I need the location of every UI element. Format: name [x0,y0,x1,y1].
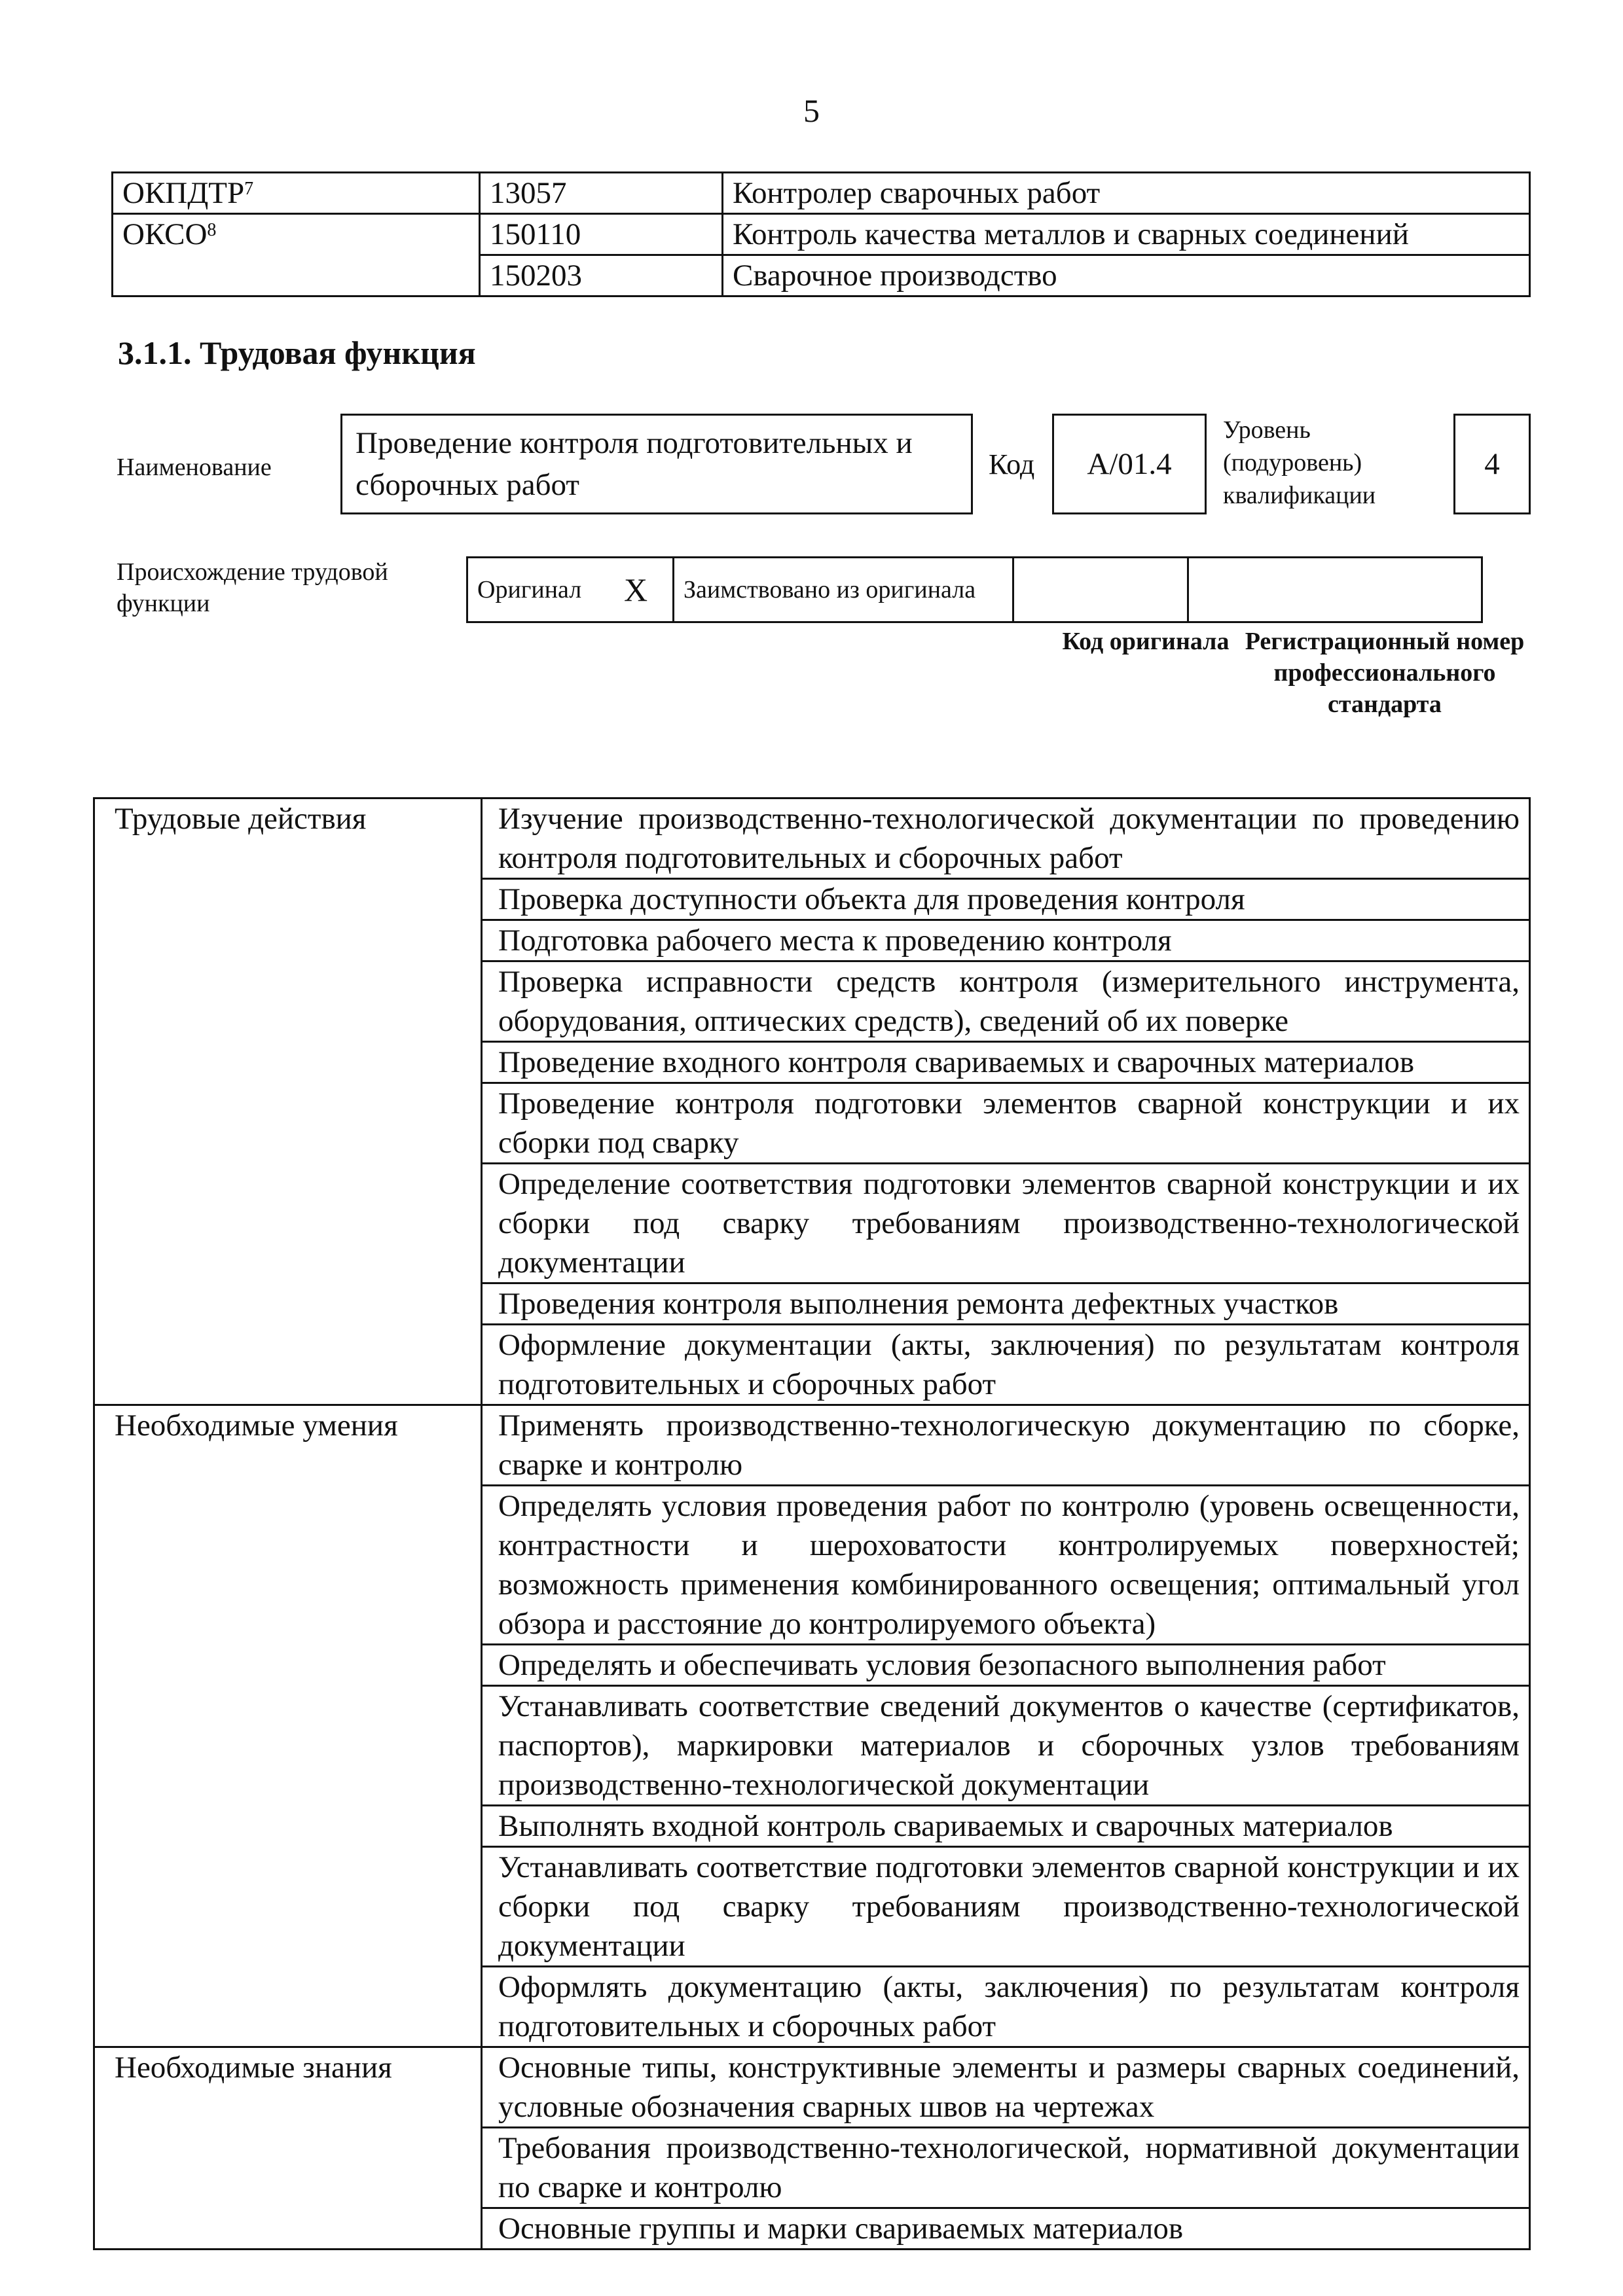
category-item: Изучение производственно-технологической документации по проведению контроля подготовительных и сборочных работ [482,798,1530,879]
classifier-cell [113,173,480,214]
category-title: Трудовые действия [94,798,482,1405]
category-item: Подготовка рабочего места к проведению контроля [482,920,1530,961]
code-cell: 13057 [480,173,723,214]
origin-table [466,556,1483,623]
original-label: Оригинал [467,558,598,622]
category-item: Устанавливать соответствие подготовки элементов сварной конструкции и их сборки под сварку требованиям производственно-технологической документации [482,1847,1530,1967]
classifier-cell [113,214,480,296]
original-mark: X [598,558,674,622]
table-row [94,798,1530,879]
category-item: Проведение входного контроля свариваемых и сварочных материалов [482,1042,1530,1083]
category-item: Определять и обеспечивать условия безопасного выполнения работ [482,1645,1530,1686]
function-details-table [93,797,1531,2250]
table-row [113,173,1530,214]
level-label: Уровень (подуровень) квалификации [1223,416,1376,509]
table-row [94,1405,1530,1486]
category-title: Необходимые знания [94,2047,482,2250]
function-name: Проведение контроля подготовительных и сборочных работ [340,414,973,514]
qualification-level: 4 [1453,414,1531,514]
original-code-cell [1013,558,1188,622]
category-item: Определение соответствия подготовки элементов сварной конструкции и их сборки под сварку требованиям производственно-технологической документации [482,1164,1530,1283]
category-item: Оформлять документацию (акты, заключения) по результатам контроля подготовительных и сборочных работ [482,1967,1530,2047]
origin-label: Происхождение трудовой функции [117,558,388,617]
reg-number-caption: Регистрационный номер профессионального стандарта [1245,628,1525,718]
category-item: Применять производственно-технологическую документацию по сборке, сварке и контролю [482,1405,1530,1486]
category-item: Проведение контроля подготовки элементов сварной конструкции и их сборки под сварку [482,1083,1530,1164]
category-item: Основные группы и марки свариваемых материалов [482,2208,1530,2250]
code-cell: 150203 [480,255,723,296]
classification-table [111,171,1531,297]
classifier-system: ОКСО [122,217,208,251]
category-item: Проведения контроля выполнения ремонта дефектных участков [482,1283,1530,1325]
category-item: Устанавливать соответствие сведений документов о качестве (сертификатов, паспортов), маркировки материалов и сборочных узлов требованиям производственно-технологической документации [482,1686,1530,1806]
classifier-system: ОКПДТР [122,176,245,210]
name-cell: Сварочное производство [723,255,1530,296]
category-item: Оформление документации (акты, заключения) по результатам контроля подготовительных и сборочных работ [482,1325,1530,1405]
function-code: А/01.4 [1052,414,1207,514]
category-item: Определять условия проведения работ по контролю (уровень освещенности, контрастности и шероховатости контролируемых поверхностей; возможность применения комбинированного освещения; оптимальный угол обзора и расстояние до контролируемого объекта) [482,1486,1530,1645]
code-cell: 150110 [480,214,723,255]
table-row [113,214,1530,255]
section-title: 3.1.1. Трудовая функция [118,334,476,371]
footnote-mark: 7 [244,179,254,199]
name-cell: Контролер сварочных работ [723,173,1530,214]
name-label: Наименование [117,454,272,481]
table-row [94,2047,1530,2128]
category-item: Требования производственно-технологической, нормативной документации по сварке и контролю [482,2128,1530,2208]
table-row [467,558,1482,622]
category-item: Основные типы, конструктивные элементы и размеры сварных соединений, условные обозначения сварных швов на чертежах [482,2047,1530,2128]
original-code-caption: Код оригинала [1062,628,1230,655]
category-item: Проверка исправности средств контроля (измерительного инструмента, оборудования, оптических средств), сведений об их поверке [482,961,1530,1042]
name-cell: Контроль качества металлов и сварных соединений [723,214,1530,255]
category-item: Проверка доступности объекта для проведения контроля [482,879,1530,920]
borrowed-label: Заимствовано из оригинала [674,558,1013,622]
footnote-mark: 8 [207,220,217,240]
page-number: 5 [803,92,820,129]
category-item: Выполнять входной контроль свариваемых и сварочных материалов [482,1806,1530,1847]
code-label: Код [989,448,1035,480]
category-title: Необходимые умения [94,1405,482,2047]
reg-number-cell [1188,558,1482,622]
